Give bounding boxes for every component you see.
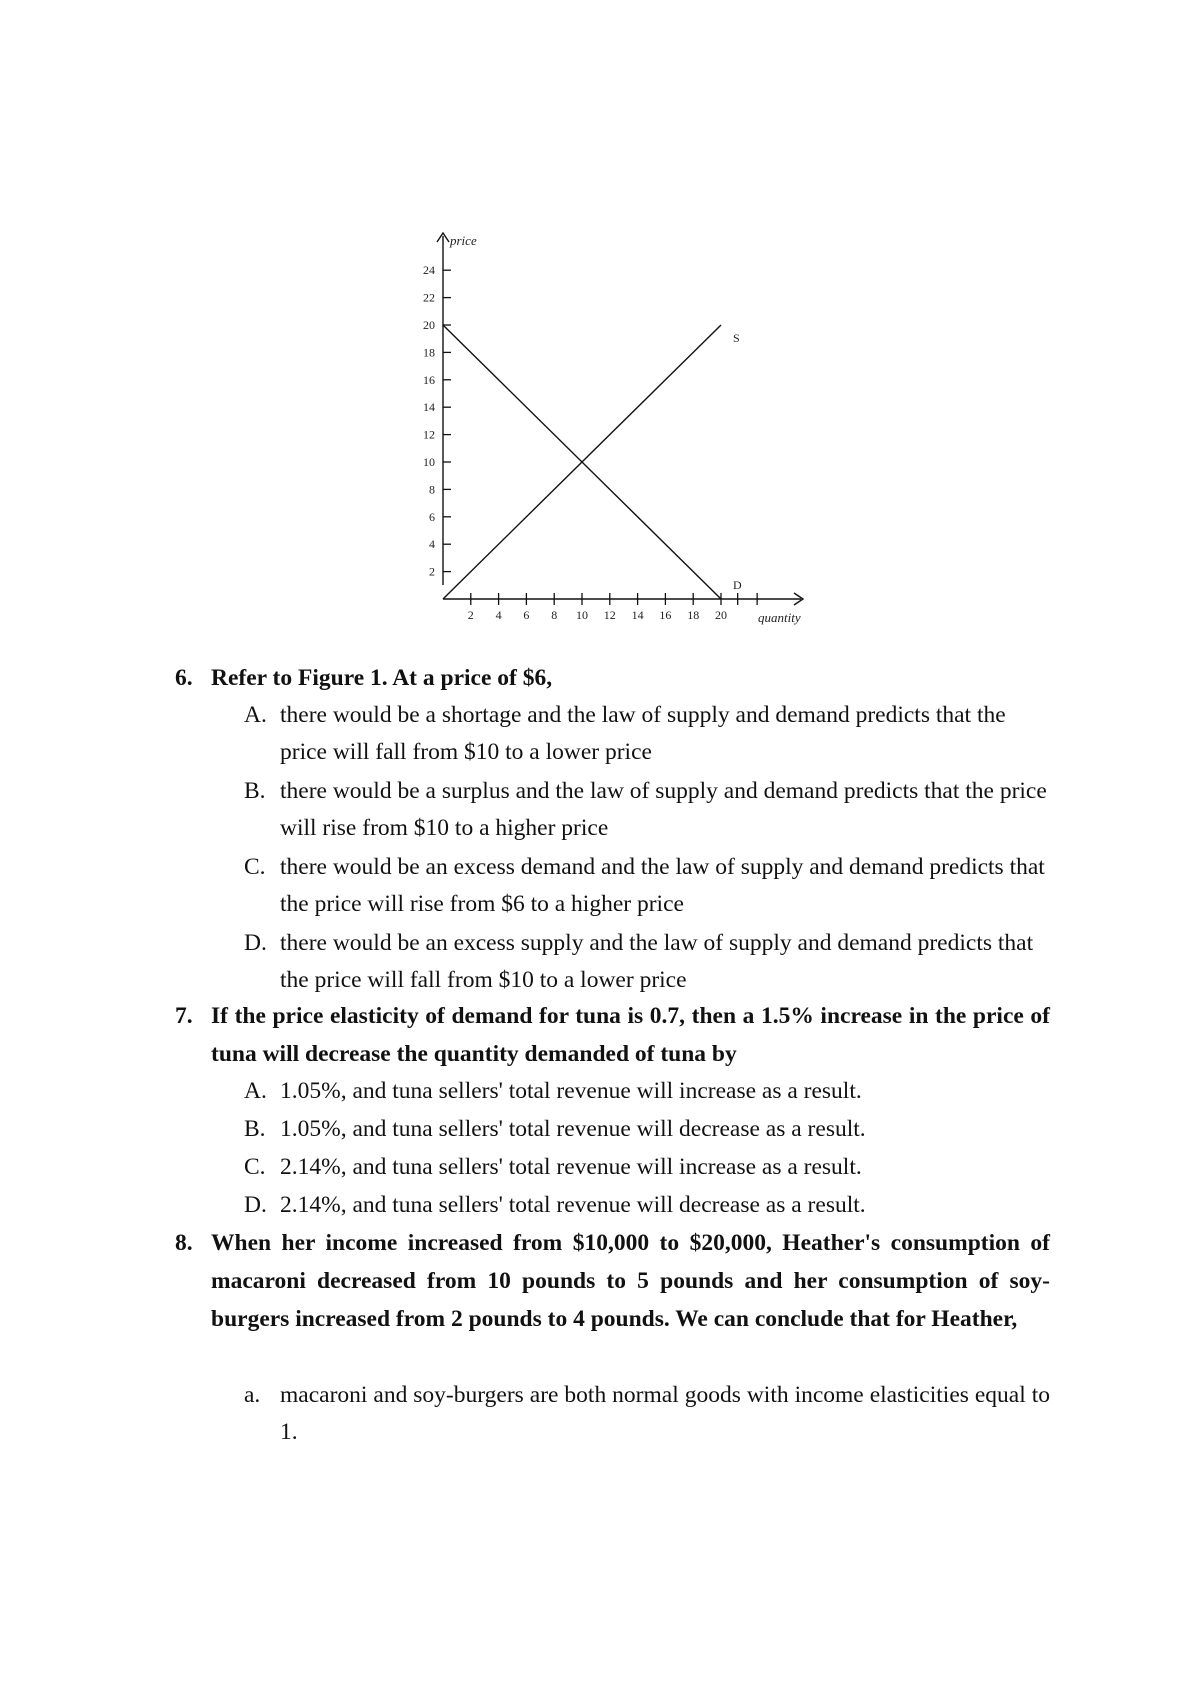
y-tick-label: 24 <box>423 263 435 278</box>
y-tick-label: 10 <box>423 455 435 469</box>
series-label-s: S <box>733 331 740 345</box>
option-letter: B. <box>244 778 266 804</box>
option-letter: C. <box>244 1154 266 1180</box>
x-tick-label: 16 <box>659 608 672 622</box>
question-6-option-d[interactable] <box>244 925 1050 999</box>
y-tick-label: 18 <box>423 345 435 360</box>
question-number: 6. <box>175 665 193 691</box>
option-letter: a. <box>244 1382 261 1408</box>
question-7-option-a[interactable] <box>244 1073 1050 1110</box>
option-letter: A. <box>244 702 267 728</box>
x-tick-label: 4 <box>495 608 502 622</box>
y-tick-label: 2 <box>429 564 435 579</box>
series-label-d: D <box>733 578 742 592</box>
y-ticks <box>423 263 451 578</box>
question-number: 8. <box>175 1230 193 1256</box>
option-text: there would be a surplus and the law of supply and demand predicts that the price will rise from $10 to a higher price <box>280 778 1047 841</box>
question-number: 7. <box>175 1003 193 1029</box>
question-8-stem <box>175 1224 1050 1338</box>
x-tick-label: 12 <box>603 608 616 622</box>
question-text: Refer to Figure 1. At a price of $6, <box>211 665 553 691</box>
question-7-stem <box>175 997 1050 1073</box>
y-tick-label: 22 <box>423 290 435 305</box>
x-ticks <box>468 593 757 622</box>
y-tick-label: 16 <box>423 372 435 387</box>
question-7-option-b[interactable] <box>244 1111 1050 1148</box>
option-letter: B. <box>244 1116 266 1142</box>
option-letter: D. <box>244 930 267 956</box>
question-6-option-a[interactable] <box>244 697 1050 771</box>
series-lines <box>443 325 742 599</box>
y-tick-label: 20 <box>423 318 435 332</box>
option-letter: A. <box>244 1078 267 1104</box>
x-axis <box>443 593 803 605</box>
y-tick-label: 6 <box>429 509 435 524</box>
question-7-option-d[interactable] <box>244 1187 1050 1224</box>
y-tick-label: 8 <box>429 482 435 497</box>
y-axis-title: price <box>450 233 477 248</box>
x-tick-label: 10 <box>576 608 588 622</box>
option-text: there would be a shortage and the law of supply and demand predicts that the price will fall from $10 to a lower price <box>280 702 1006 765</box>
x-tick-label: 18 <box>687 608 700 622</box>
y-tick-label: 4 <box>429 537 435 552</box>
y-tick-label: 12 <box>423 427 435 442</box>
option-letter: D. <box>244 1192 267 1218</box>
option-letter: C. <box>244 854 266 880</box>
question-6-stem <box>175 659 1050 697</box>
x-tick-label: 2 <box>467 608 474 622</box>
y-tick-label: 14 <box>423 400 435 415</box>
supply-demand-chart <box>0 0 1191 640</box>
option-text: there would be an excess demand and the law of supply and demand predicts that the price will rise from $6 to a higher price <box>280 854 1045 917</box>
question-6-option-b[interactable] <box>244 773 1050 847</box>
question-6-option-c[interactable] <box>244 849 1050 923</box>
y-axis <box>437 233 449 585</box>
option-text: 2.14%, and tuna sellers' total revenue will decrease as a result. <box>280 1192 866 1218</box>
question-7-option-c[interactable] <box>244 1149 1050 1186</box>
option-text: macaroni and soy-burgers are both normal goods with income elasticities equal to 1. <box>280 1382 1050 1445</box>
x-tick-label: 8 <box>551 608 558 622</box>
question-8-option-a[interactable] <box>244 1377 1050 1451</box>
option-text: 1.05%, and tuna sellers' total revenue will decrease as a result. <box>280 1116 866 1142</box>
question-text: If the price elasticity of demand for tuna is 0.7, then a 1.5% increase in the price of tuna will decrease the quantity demanded of tuna by <box>211 1003 1050 1067</box>
x-tick-label: 14 <box>631 608 644 622</box>
x-axis-title: quantity <box>758 610 801 625</box>
option-text: there would be an excess supply and the law of supply and demand predicts that the price will fall from $10 to a lower price <box>280 930 1034 993</box>
x-tick-label: 6 <box>523 608 530 622</box>
question-text: When her income increased from $10,000 to $20,000, Heather's consumption of macaroni decreased from 10 pounds to 5 pounds and her consumption of soy-burgers increased from 2 pounds to 4 pounds. We can conclude that for Heather, <box>211 1230 1050 1332</box>
option-text: 2.14%, and tuna sellers' total revenue will increase as a result. <box>280 1154 862 1180</box>
x-tick-label: 20 <box>715 608 727 622</box>
option-text: 1.05%, and tuna sellers' total revenue will increase as a result. <box>280 1078 862 1104</box>
